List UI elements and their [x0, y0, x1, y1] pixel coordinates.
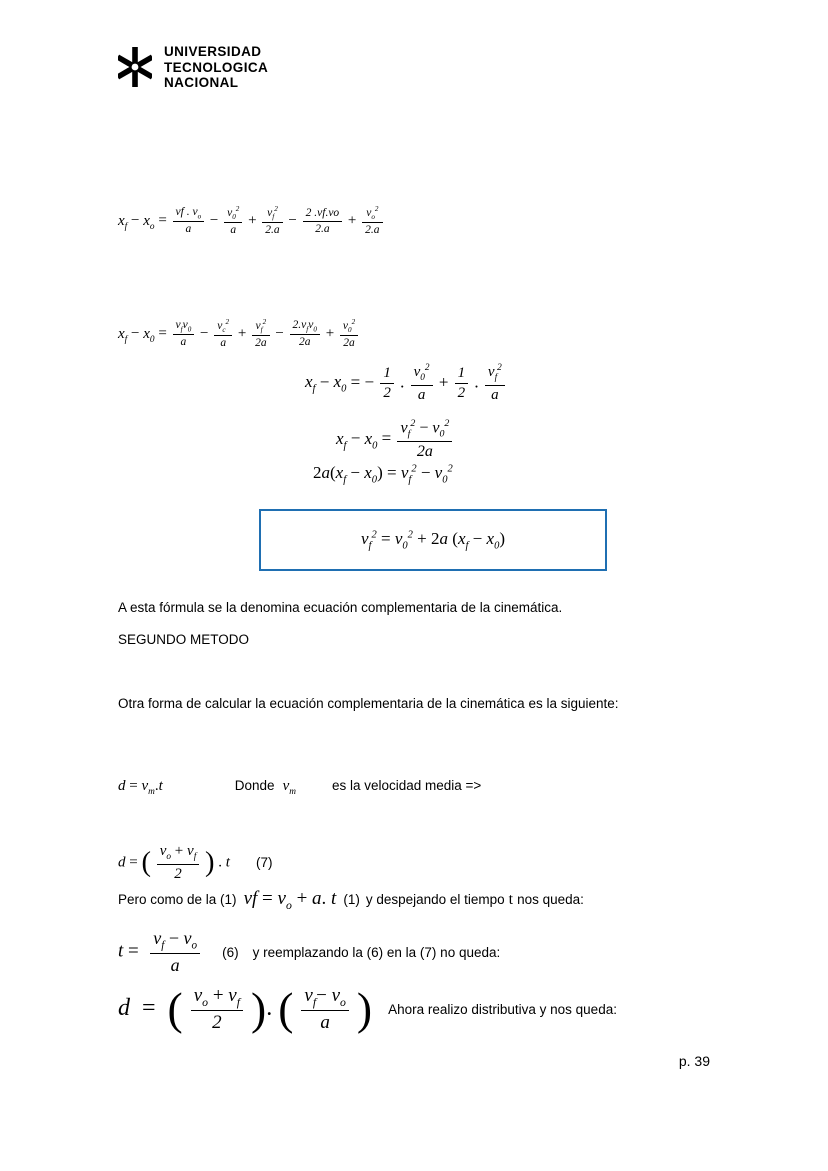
line-distributiva	[118, 985, 617, 1034]
equation-distributiva: d = ( $\frac{v_o + v_f}{2}$ ). ( $\frac{v_f- v_o}{a}$ )	[118, 983, 373, 1035]
heading-segundo-metodo: SEGUNDO METODO	[118, 632, 250, 647]
text-pero-como: Pero como de la (1)	[118, 892, 237, 907]
logo-line-3: NACIONAL	[164, 75, 239, 90]
page-number: p. 39	[678, 1053, 710, 1069]
label-donde: Donde	[234, 778, 275, 793]
paragraph-otra-forma: Otra forma de calcular la ecuación complementaria de la cinemática es la siguiente:	[118, 696, 619, 711]
equation-2: $x_f - x_0$ = $\frac{v_fv_0}{a}$ − $\frac{v_c^2}{a}$ + $\frac{v_f^2}{2a}$ − $\frac{2.v_fv_0}{2a}$ + $\frac{v_0^2}{2a}$	[118, 318, 360, 351]
university-name	[164, 44, 268, 91]
equation-3: $x_f - x_0$ = − $\frac{1}{2}$ . $\frac{v_0^2}{a}$ + $\frac{1}{2}$ . $\frac{v_f^2}{a}$	[305, 363, 507, 404]
boxed-equation-highlight	[259, 509, 607, 571]
text-nos-queda: nos queda:	[517, 892, 584, 907]
boxed-equation: $v_f^2 = v_0^2 + 2a$ $(x_f - x_0)$	[361, 528, 505, 552]
equation-7: d = ( $\frac{v_o + v_f}{2}$ ) . t	[118, 843, 230, 882]
symbol-vm: $v_m$	[282, 778, 296, 797]
paragraph-denomina: A esta fórmula se la denomina ecuación complementaria de la cinemática.	[118, 600, 563, 615]
line-equation-7	[118, 843, 272, 883]
equation-7-tag: (7)	[255, 855, 273, 871]
equation-6: t = $\frac{v_f - v_o}{a}$	[118, 928, 202, 976]
equation-d-vm-t: $d = v_m.t$	[118, 778, 163, 797]
utn-asterisk-logo-icon	[118, 47, 152, 87]
line-pero-como	[118, 888, 718, 913]
line-equation-6	[118, 928, 500, 976]
equation-6-tag: (6)	[222, 944, 239, 960]
text-ahora-distributiva: Ahora realizo distributiva y nos queda:	[388, 1002, 617, 1018]
logo-line-2: TECNOLOGICA	[164, 59, 269, 75]
equation-1: $x_f - x_o$ = $\frac{vf . v_o}{a}$ − $\frac{v_0^2}{a}$ + $\frac{v_f^2}{2.a}$ − $\frac{2 .vf.vo}{2.a}$ + $\frac{v_o^2}{2.a}$	[118, 205, 385, 238]
label-velocidad-media: es la velocidad media =>	[331, 778, 482, 793]
text-reemplazando: y reemplazando la (6) en la (7) no queda:	[252, 944, 501, 960]
text-despejando: y despejando el tiempo	[365, 892, 505, 907]
logo-line-1: UNIVERSIDAD	[164, 44, 262, 59]
line-velocidad-media	[118, 778, 718, 797]
university-logo	[118, 44, 268, 91]
equation-5: $2a(x_f - x_0) = v_f^2 - v_0^2$	[313, 463, 453, 486]
symbol-t: t	[508, 891, 514, 908]
equation-4: $x_f - x_0$ = $\frac{v_f^2 - v_0^2}{2a}$	[336, 418, 454, 461]
equation-1-ref: vf = $v_o + a$. t	[243, 888, 337, 912]
equation-1-tag: (1)	[343, 892, 360, 907]
